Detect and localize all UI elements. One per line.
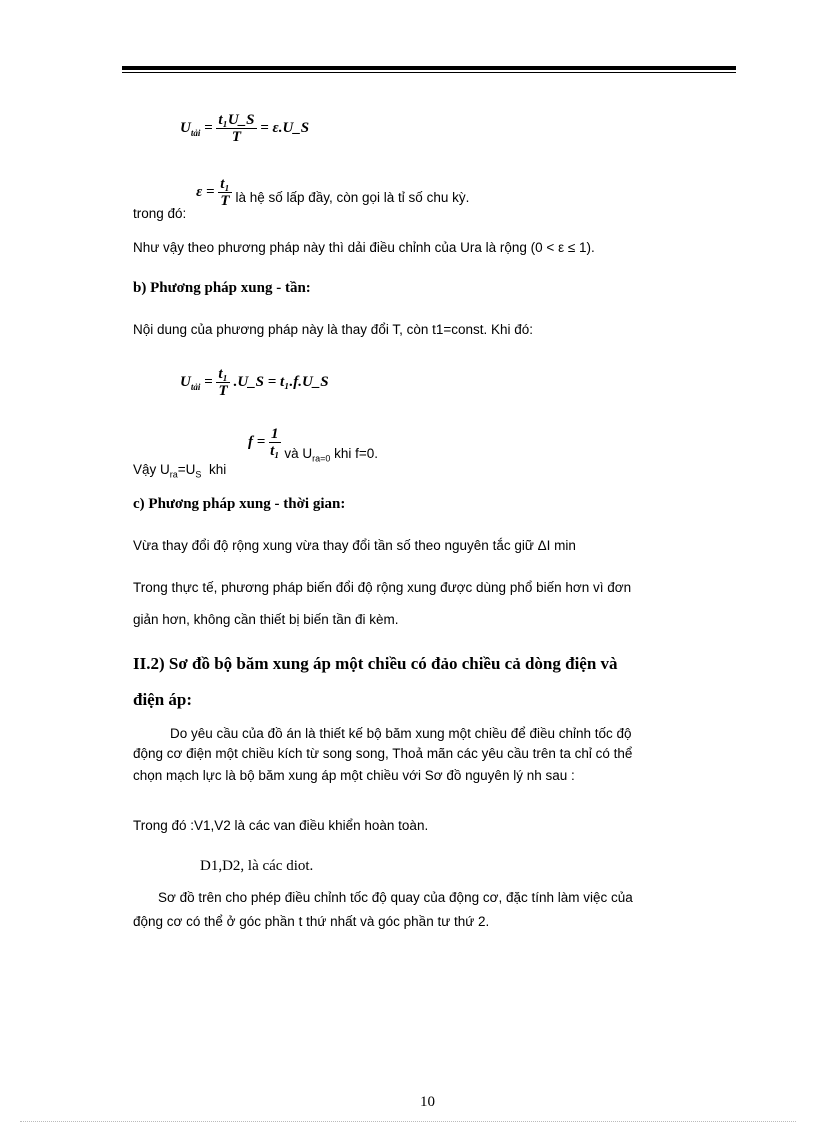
paragraph-pulse-time: Vừa thay đổi độ rộng xung vừa thay đổi tần số theo nguyên tắc giữ ΔI min [133, 538, 576, 553]
eq3-numerator: t₁ [218, 366, 228, 382]
paragraph-where-v1-v2: Trong đó :V1,V2 là các van điều khiển hoàn toàn. [133, 818, 429, 833]
output-condition-line [133, 426, 379, 480]
eq4-fraction [269, 426, 281, 459]
paragraph-range: Như vậy theo phương pháp này thì dải điều chỉnh của Ura là rộng (0 < ε ≤ 1). [133, 240, 595, 255]
section-heading-line-1: II.2) Sơ đồ bộ băm xung áp một chiều có đảo chiều cả dòng điện và [133, 654, 618, 673]
eq4-d: và U [284, 446, 313, 462]
eq1-denominator: T [231, 129, 242, 145]
eq1-lhs: U [180, 119, 191, 136]
eq2-prefix: trong đó: [133, 206, 187, 222]
paragraph-diagram-allows-line-1: Sơ đồ trên cho phép điều chỉnh tốc độ quay của động cơ, đặc tính làm việc của [158, 890, 633, 905]
eq1-rhs: = ε.U_S [260, 119, 310, 136]
footer-dotted-line [20, 1121, 796, 1122]
paragraph-requirements-line-1: Do yêu cầu của đồ án là thiết kế bộ băm xung một chiều để điều chỉnh tốc độ [170, 726, 632, 741]
paragraph-practice-line-2: giản hơn, không cần thiết bị biến tần đi kèm. [133, 612, 399, 627]
paragraph-requirements-line-2: động cơ điện một chiều kích từ song song, Thoả mãn các yêu cầu trên ta chỉ có thể [133, 746, 633, 761]
paragraph-practice-line-1: Trong thực tế, phương pháp biến đổi độ rộng xung được dùng phổ biến hơn vì đơn [133, 580, 632, 595]
eq4-f: f = [247, 434, 266, 451]
eq2-denominator: T [220, 193, 230, 209]
eq4-e: khi f=0. [334, 446, 379, 462]
eq1-lhs-sub: tải [190, 127, 201, 138]
paragraph-diagram-allows-line-2: động cơ có thể ở góc phần t thứ nhất và góc phần tư thứ 2. [133, 914, 490, 929]
paragraph-d1-d2: D1,D2, là các diot. [200, 858, 314, 874]
heading-b: b) Phương pháp xung - tần: [133, 280, 311, 296]
eq4-a-sub: ra [169, 469, 178, 480]
paragraph-frequency-method: Nội dung của phương pháp này là thay đổi T, còn t1=const. Khi đó: [133, 322, 534, 337]
eq1-numerator: t₁U_S [218, 112, 255, 128]
epsilon-definition-line [133, 176, 470, 222]
eq3-denominator: T [218, 383, 228, 399]
eq3-fraction [216, 366, 229, 399]
eq4-a: Vậy U [133, 462, 170, 478]
eq4-numerator: 1 [271, 426, 279, 442]
header-rule-thick [122, 66, 736, 70]
eq3-lhs: U [180, 373, 191, 390]
section-heading-line-2: điện áp: [133, 690, 193, 709]
eq3-rhs: .U_S = t₁.f.U_S [233, 373, 329, 390]
eq2-suffix: là hệ số lấp đầy, còn gọi là tỉ số chu kỳ. [235, 190, 470, 206]
heading-c: c) Phương pháp xung - thời gian: [133, 496, 346, 512]
eq4-b-sub: S [195, 469, 202, 480]
eq4-d-sub: ra=0 [312, 453, 331, 464]
page-number: 10 [420, 1094, 435, 1110]
eq1-fraction [216, 112, 256, 145]
equation-1: $U_{tải}$ = $\frac{\text{t₁U\_S}}{T}$ = ε.U_S [180, 112, 310, 145]
equation-3: $U_{tải}$ = $\frac{\text{t₁}}{T}$ .U_S = t₁.f.U_S [180, 366, 329, 399]
eq2-lhs: ε = [196, 184, 215, 201]
eq2-numerator: t₁ [220, 176, 230, 192]
eq4-denominator: t₁ [270, 443, 280, 459]
eq4-b: =U [177, 462, 196, 478]
eq3-lhs-sub: tải [190, 381, 201, 392]
paragraph-requirements-line-3: chọn mạch lực là bộ băm xung áp một chiều với Sơ đồ nguyên lý nh sau : [133, 768, 575, 783]
eq2-fraction [218, 176, 231, 209]
header-rule-thin [122, 72, 736, 73]
eq4-c: khi [208, 462, 227, 478]
